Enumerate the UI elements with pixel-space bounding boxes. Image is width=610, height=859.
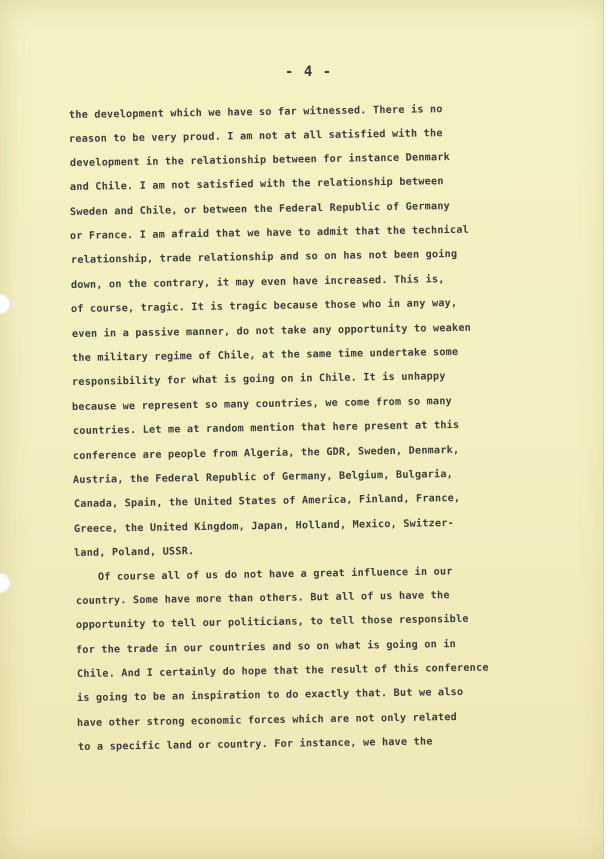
text-line: Austria, the Federal Republic of Germany, Belgium, Bulgaria, (72, 469, 454, 486)
page-edge (603, 0, 610, 859)
text-line: opportunity to tell our politicians, to tell those responsible (75, 613, 469, 631)
text-line: responsibility for what is going on in Chile. It is unhappy (71, 371, 446, 388)
text-line: for the trade in our countries and so on what is going on in (75, 639, 457, 656)
text-line: or France. I am afraid that we have to admit that the technical (69, 224, 470, 242)
text-line: Of course all of us do not have a great influence in our (97, 566, 453, 583)
text-line: land, Poland, USSR. (73, 546, 195, 559)
text-line: down, on the contrary, it may even have increased. This is, (70, 274, 445, 291)
punch-hole (0, 573, 11, 593)
text-line: relationship, trade relationship and so on has not been going (70, 248, 458, 266)
text-line: even in a passive manner, do not take any opportunity to weaken (71, 322, 472, 340)
text-line: to a specific land or country. For instance, we have the (77, 736, 433, 753)
text-line: country. Some have more than others. But all of us have the (75, 590, 450, 607)
text-line: Canada, Spain, the United States of America, Finland, France, (73, 492, 461, 510)
text-line: reason to be very proud. I am not at all satisfied with the (68, 128, 443, 145)
text-line: Greece, the United Kingdom, Japan, Holland, Mexico, Switzer- (73, 518, 455, 535)
text-line: development in the relationship between for instance Denmark (69, 152, 451, 169)
text-line: conference are people from Algeria, the GDR, Sweden, Denmark, (72, 444, 460, 462)
text-line: countries. Let me at random mention that here present at this (72, 419, 460, 437)
text-line: the development which we have so far witnessed. There is no (68, 104, 443, 121)
page-number: - 4 - (285, 64, 333, 80)
text-line: Chile. And I certainly do hope that the result of this conference (76, 662, 489, 680)
text-line: the military regime of Chile, at the same time undertake some (71, 346, 459, 364)
text-line: and Chile. I am not satisfied with the relationship between (69, 176, 444, 193)
text-line: of course, tragic. It is tragic because those who in any way, (70, 297, 458, 315)
punch-hole (0, 294, 11, 314)
text-line: Sweden and Chile, or between the Federal Republic of Germany (69, 201, 451, 218)
text-line: because we represent so many countries, we come from so many (71, 396, 453, 413)
text-line: is going to be an inspiration to do exactly that. But we also (76, 686, 464, 704)
text-line: have other strong economic forces which are not only related (76, 712, 458, 729)
